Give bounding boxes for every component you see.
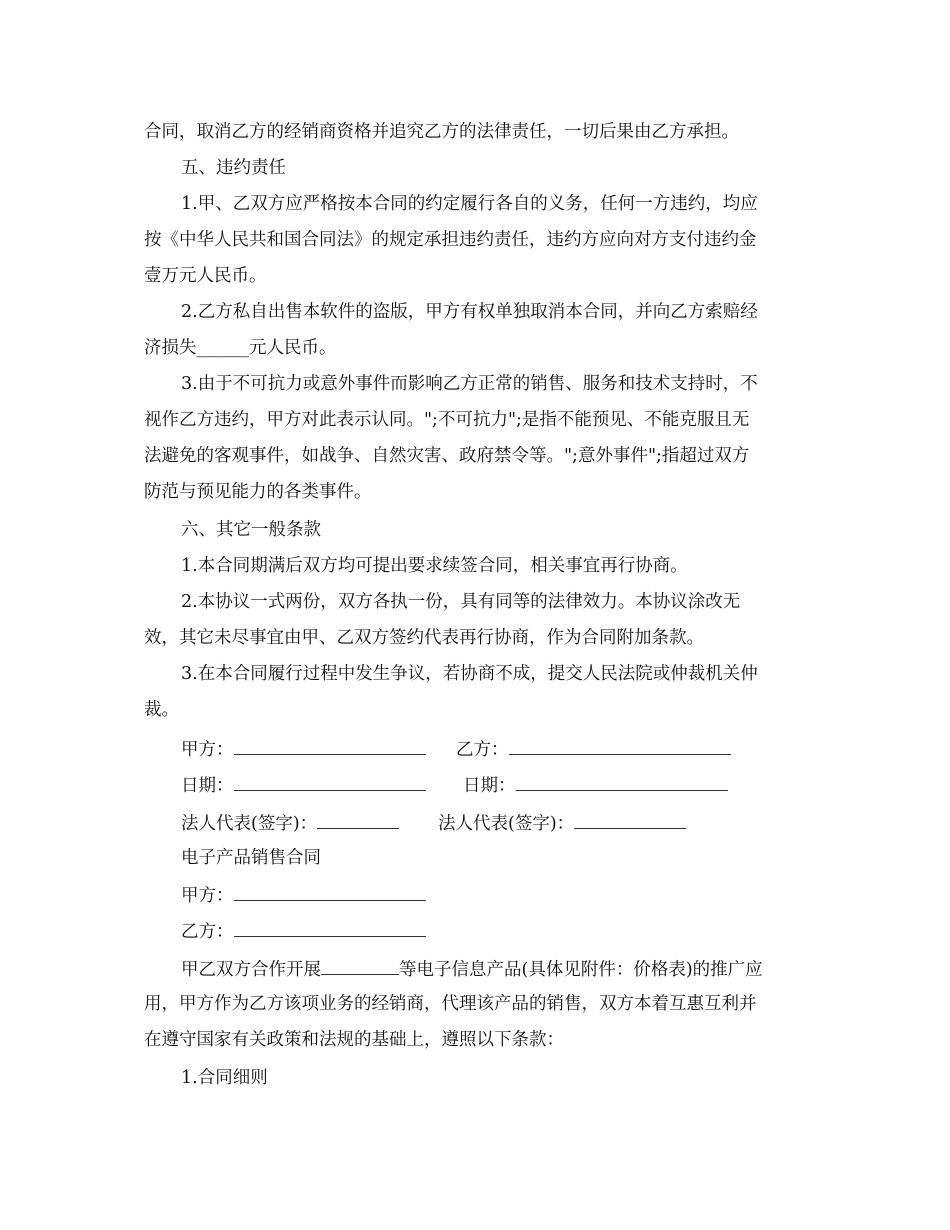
- text-segment: 济损失: [144, 338, 197, 358]
- date-b-blank: [516, 772, 728, 791]
- date-a-label: 日期：: [181, 776, 234, 796]
- paragraph-line: 用，甲方作为乙方该项业务的经销商，代理该产品的销售，双方本着互惠互利并: [144, 994, 757, 1014]
- new-party-b-blank: [234, 918, 426, 937]
- paragraph-line: [181, 956, 763, 980]
- signature-row-date: [463, 772, 728, 796]
- paragraph-line: 2.乙方私自出售本软件的盗版，甲方有权单独取消本合同，并向乙方索赔经: [181, 302, 758, 322]
- section-heading: 五、违约责任: [181, 158, 286, 178]
- party-b-blank: [509, 736, 731, 755]
- paragraph-line: 合同，取消乙方的经销商资格并追究乙方的法律责任，一切后果由乙方承担。: [144, 122, 739, 142]
- rep-a-label: 法人代表(签字)：: [181, 814, 318, 834]
- paragraph-line: 3.由于不可抗力或意外事件而影响乙方正常的销售、服务和技术支持时，不: [181, 374, 758, 394]
- paragraph-line: [144, 336, 337, 360]
- signature-row-date: [181, 772, 426, 796]
- date-a-blank: [234, 772, 426, 791]
- text-segment: 甲乙双方合作开展: [181, 960, 321, 980]
- rep-b-label: 法人代表(签字)：: [438, 814, 575, 834]
- paragraph-line: 视作乙方违约，甲方对此表示认同。";不可抗力";是指不能预见、不能克服且无: [144, 410, 750, 430]
- party-b-label: 乙方：: [456, 740, 509, 760]
- section-heading: 六、其它一般条款: [181, 520, 321, 540]
- party-row: [181, 918, 426, 942]
- paragraph-line: 防范与预见能力的各类事件。: [144, 482, 372, 502]
- rep-a-blank: [317, 810, 399, 829]
- party-row: [181, 882, 426, 906]
- paragraph-line: 法避免的客观事件，如战争、自然灾害、政府禁令等。";意外事件";指超过双方: [144, 446, 750, 466]
- text-segment: 等电子信息产品(具体见附件：价格表)的推广应: [399, 960, 763, 980]
- signature-row-party: [456, 736, 731, 760]
- rep-b-blank: [574, 810, 686, 829]
- signature-row-rep: [438, 810, 686, 834]
- paragraph-line: 按《中华人民共和国合同法》的规定承担违约责任，违约方应向对方支付违约金: [144, 230, 757, 250]
- signature-row-party: [181, 736, 426, 760]
- paragraph-line: 1.甲、乙双方应严格按本合同的约定履行各自的义务，任何一方违约，均应: [181, 194, 758, 214]
- paragraph-line: 壹万元人民币。: [144, 266, 267, 286]
- paragraph-line: 裁。: [144, 700, 179, 720]
- paragraph-line: 1.本合同期满后双方均可提出要求续签合同，相关事宜再行协商。: [181, 556, 688, 576]
- clause-heading: 1.合同细则: [181, 1068, 268, 1088]
- blank-amount: ______: [196, 338, 249, 358]
- new-party-a-label: 甲方：: [181, 886, 234, 906]
- product-blank: [321, 956, 399, 975]
- paragraph-line: 在遵守国家有关政策和法规的基础上，遵照以下条款：: [144, 1030, 564, 1050]
- party-a-label: 甲方：: [181, 740, 234, 760]
- party-a-blank: [234, 736, 426, 755]
- new-party-a-blank: [234, 882, 426, 901]
- paragraph-line: 3.在本合同履行过程中发生争议，若协商不成，提交人民法院或仲裁机关仲: [181, 664, 758, 684]
- paragraph-line: 2.本协议一式两份，双方各执一份，具有同等的法律效力。本协议涂改无: [181, 592, 741, 612]
- date-b-label: 日期：: [463, 776, 516, 796]
- new-party-b-label: 乙方：: [181, 922, 234, 942]
- text-segment: 元人民币。: [249, 338, 337, 358]
- document-title: 电子产品销售合同: [181, 848, 321, 868]
- signature-row-rep: [181, 810, 399, 834]
- paragraph-line: 效，其它未尽事宜由甲、乙双方签约代表再行协商，作为合同附加条款。: [144, 628, 704, 648]
